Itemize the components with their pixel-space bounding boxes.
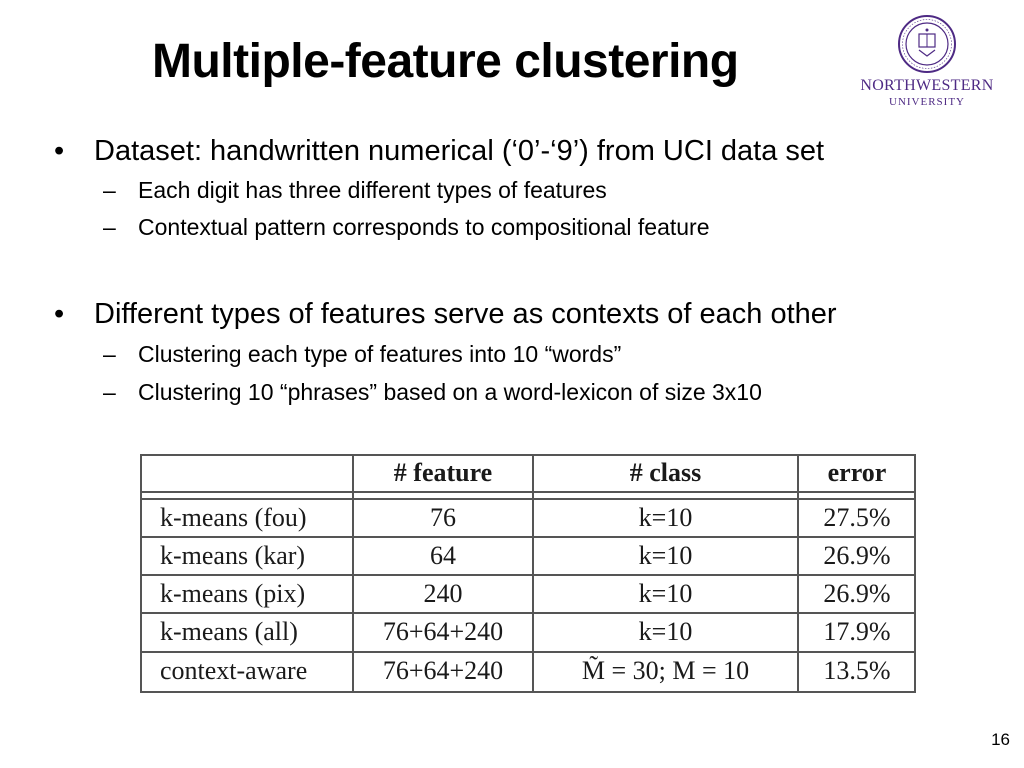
dash-marker: – (103, 214, 116, 240)
table-cell-class: k=10 (638, 617, 693, 646)
table-cell-error: 26.9% (823, 541, 891, 570)
bullet-marker: • (54, 298, 65, 330)
table-cell-feature: 240 (423, 579, 463, 608)
dash-marker: – (103, 379, 116, 405)
table-cell-class: k=10 (638, 579, 693, 608)
page-number: 16 (991, 730, 1010, 749)
table-cell-method: k-means (all) (160, 617, 298, 646)
table-header-feature: # feature (393, 458, 493, 487)
university-seal-icon (897, 14, 957, 74)
sub-bullet-text: Each digit has three different types of features (138, 177, 607, 203)
table-cell-method: context-aware (160, 656, 308, 685)
logo-name: NORTHWESTERN (860, 77, 994, 94)
bullet-marker: • (54, 135, 65, 167)
table-cell-error: 26.9% (823, 579, 891, 608)
sub-bullet-text: Clustering each type of features into 10 “words” (138, 341, 622, 367)
table-cell-method: k-means (fou) (160, 503, 307, 532)
table-cell-method: k-means (kar) (160, 541, 306, 570)
results-table (140, 454, 916, 693)
table-cell-class: M̃ = 30; M = 10 (581, 656, 750, 685)
table-header-class: # class (629, 458, 702, 487)
table-cell-method: k-means (pix) (160, 579, 306, 608)
sub-bullet-text: Contextual pattern corresponds to compositional feature (138, 214, 710, 240)
table-cell-class: k=10 (638, 541, 693, 570)
table-cell-feature: 64 (430, 541, 456, 570)
table-cell-error: 17.9% (823, 617, 891, 646)
table-cell-class: k=10 (638, 503, 693, 532)
table-cell-error: 27.5% (823, 503, 891, 532)
table-cell-error: 13.5% (823, 656, 891, 685)
dash-marker: – (103, 341, 116, 367)
dash-marker: – (103, 177, 116, 203)
table-cell-feature: 76+64+240 (382, 617, 504, 646)
sub-bullet-text: Clustering 10 “phrases” based on a word-lexicon of size 3x10 (138, 379, 762, 405)
slide-title: Multiple-feature clustering (152, 35, 739, 88)
bullet-text: Dataset: handwritten numerical (‘0’-‘9’) from UCI data set (94, 135, 825, 167)
logo-subname: UNIVERSITY (889, 96, 965, 108)
table-cell-feature: 76 (430, 503, 456, 532)
university-logo (848, 14, 1006, 114)
bullet-text: Different types of features serve as contexts of each other (94, 298, 837, 330)
table-cell-feature: 76+64+240 (382, 656, 504, 685)
table-header-cell (140, 454, 353, 492)
table-header-error: error (827, 458, 887, 487)
table-rule (140, 691, 916, 693)
